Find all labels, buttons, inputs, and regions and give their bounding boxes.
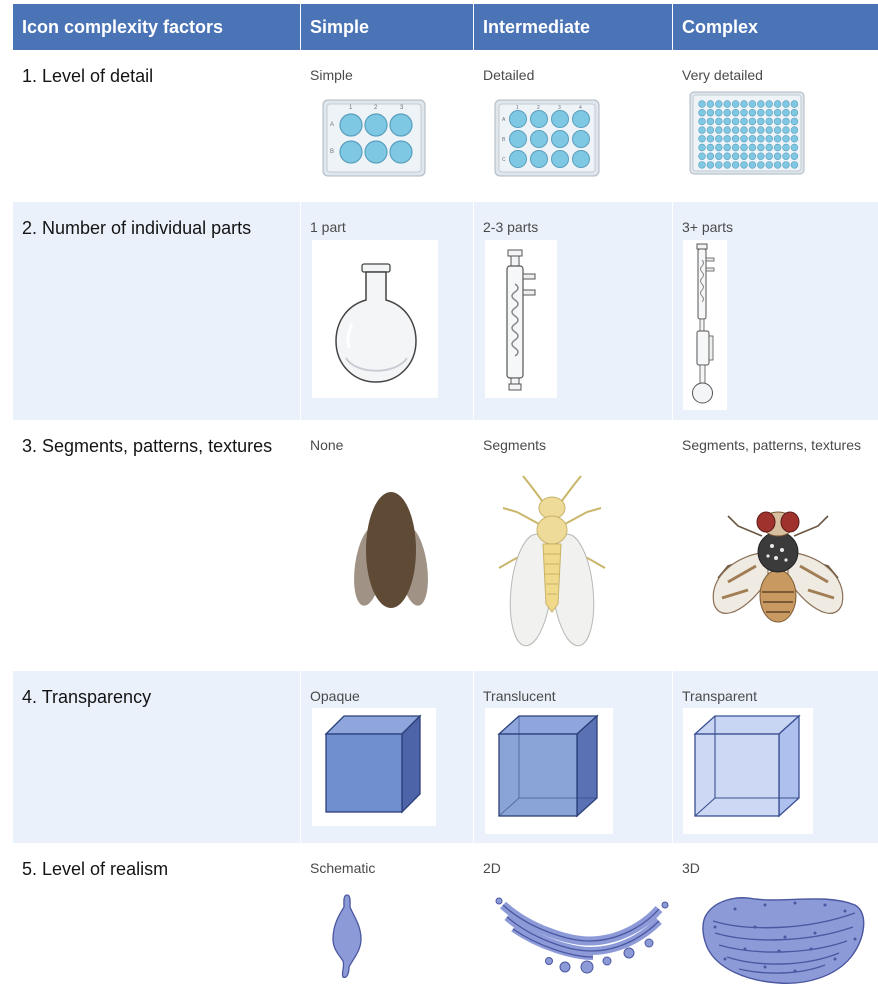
well — [757, 109, 764, 116]
well — [732, 144, 739, 151]
condenser-icon — [485, 240, 557, 398]
complex-label: 3+ parts — [682, 219, 733, 235]
well — [766, 162, 773, 169]
table-row — [13, 843, 878, 992]
intermediate-label: 2D — [483, 860, 501, 876]
factor-label: 4. Transparency — [22, 687, 152, 707]
well — [741, 153, 748, 160]
well — [774, 135, 781, 142]
well — [707, 109, 714, 116]
well — [732, 109, 739, 116]
well — [791, 101, 798, 108]
header-intermediate: Intermediate — [483, 17, 591, 37]
well — [766, 135, 773, 142]
well — [715, 144, 722, 151]
plate-col-label: 3 — [400, 105, 404, 111]
well — [707, 144, 714, 151]
well — [757, 153, 764, 160]
well — [707, 135, 714, 142]
distillation-apparatus-icon — [683, 240, 727, 410]
simple-label: Simple — [310, 67, 353, 83]
well — [774, 153, 781, 160]
factor-label: 5. Level of realism — [22, 859, 169, 879]
well — [732, 135, 739, 142]
well — [707, 101, 714, 108]
well — [791, 118, 798, 125]
well — [741, 127, 748, 134]
well — [724, 162, 731, 169]
well — [741, 109, 748, 116]
well — [783, 109, 790, 116]
well — [766, 109, 773, 116]
simple-label: 1 part — [310, 219, 346, 235]
well — [699, 135, 706, 142]
well — [724, 101, 731, 108]
well — [699, 162, 706, 169]
well — [715, 127, 722, 134]
well — [774, 162, 781, 169]
factor-label: 3. Segments, patterns, textures — [22, 436, 273, 456]
well — [774, 144, 781, 151]
plate-col-label: 1 — [516, 105, 519, 111]
well — [791, 153, 798, 160]
well — [699, 118, 706, 125]
well — [732, 101, 739, 108]
transparent-cube-icon — [683, 708, 813, 834]
well — [715, 135, 722, 142]
factor-label: 2. Number of individual parts — [22, 218, 252, 238]
opaque-cube-icon — [312, 708, 436, 826]
intermediate-label: 2-3 parts — [483, 219, 539, 235]
well — [715, 101, 722, 108]
well — [699, 101, 706, 108]
well — [707, 162, 714, 169]
header-complex: Complex — [682, 17, 759, 37]
well — [791, 109, 798, 116]
well — [732, 153, 739, 160]
header-factors: Icon complexity factors — [22, 17, 224, 37]
golgi-schematic-icon — [327, 891, 367, 981]
well — [749, 101, 756, 108]
well — [699, 109, 706, 116]
well — [791, 127, 798, 134]
well — [783, 144, 790, 151]
intermediate-label: Translucent — [483, 688, 556, 704]
table-row — [13, 202, 878, 420]
well — [757, 135, 764, 142]
well — [791, 162, 798, 169]
well — [707, 118, 714, 125]
well — [766, 144, 773, 151]
well — [766, 127, 773, 134]
well — [749, 109, 756, 116]
well — [757, 144, 764, 151]
table-row — [13, 420, 878, 671]
simple-label: Opaque — [310, 688, 360, 704]
simple-label: Schematic — [310, 860, 376, 876]
well — [749, 127, 756, 134]
well — [707, 127, 714, 134]
well — [783, 162, 790, 169]
well — [774, 118, 781, 125]
translucent-cube-icon — [485, 708, 613, 834]
well-plate-6-icon — [321, 98, 427, 178]
complex-label: 3D — [682, 860, 700, 876]
intermediate-label: Segments — [483, 437, 547, 453]
moth-silhouette-icon — [347, 490, 437, 612]
well — [724, 118, 731, 125]
plate-col-label: 1 — [349, 105, 353, 111]
plate-row-label: C — [502, 157, 506, 163]
plate-row-label: B — [330, 149, 335, 155]
well — [741, 162, 748, 169]
golgi-3d-icon — [695, 887, 871, 987]
well — [741, 118, 748, 125]
plate-row-label: B — [502, 137, 506, 143]
well — [791, 144, 798, 151]
well — [783, 101, 790, 108]
table-row — [13, 671, 878, 843]
plate-col-label: 2 — [374, 105, 378, 111]
well — [791, 135, 798, 142]
complex-label: Very detailed — [682, 67, 763, 83]
well — [783, 127, 790, 134]
complex-label: Segments, patterns, textures — [682, 437, 861, 453]
well-plate-96-icon — [688, 90, 806, 176]
well — [732, 118, 739, 125]
well — [732, 127, 739, 134]
well — [741, 144, 748, 151]
complex-label: Transparent — [682, 688, 757, 704]
factor-label: 1. Level of detail — [22, 66, 154, 86]
golgi-2d-icon — [489, 895, 669, 979]
well — [757, 101, 764, 108]
well — [715, 153, 722, 160]
well — [724, 127, 731, 134]
well — [774, 127, 781, 134]
plate-row-label: A — [330, 122, 335, 128]
header-simple: Simple — [310, 17, 370, 37]
well — [766, 101, 773, 108]
well — [699, 127, 706, 134]
well — [766, 153, 773, 160]
well — [707, 153, 714, 160]
well — [749, 144, 756, 151]
well — [749, 118, 756, 125]
plate-col-label: 4 — [579, 105, 582, 111]
well — [699, 153, 706, 160]
table-row — [13, 50, 878, 202]
well — [724, 109, 731, 116]
well-plate-12-icon — [493, 98, 601, 178]
simple-label: None — [310, 437, 344, 453]
well — [724, 135, 731, 142]
well — [741, 101, 748, 108]
table-header — [13, 4, 878, 50]
well — [783, 153, 790, 160]
round-flask-icon — [312, 240, 438, 398]
fruit-fly-icon — [698, 496, 858, 636]
well — [732, 162, 739, 169]
well — [715, 162, 722, 169]
well — [749, 162, 756, 169]
plate-row-label: A — [502, 117, 506, 123]
well — [715, 109, 722, 116]
well — [774, 109, 781, 116]
well — [766, 118, 773, 125]
well — [783, 118, 790, 125]
plate-col-label: 2 — [537, 105, 540, 111]
well — [749, 135, 756, 142]
plate-col-label: 3 — [558, 105, 561, 111]
well — [757, 162, 764, 169]
well — [757, 127, 764, 134]
well — [741, 135, 748, 142]
intermediate-label: Detailed — [483, 67, 535, 83]
well — [715, 118, 722, 125]
well — [724, 153, 731, 160]
well — [774, 101, 781, 108]
whitefly-icon — [487, 472, 617, 648]
well — [699, 144, 706, 151]
well — [783, 135, 790, 142]
well — [749, 153, 756, 160]
well — [757, 118, 764, 125]
well — [724, 144, 731, 151]
